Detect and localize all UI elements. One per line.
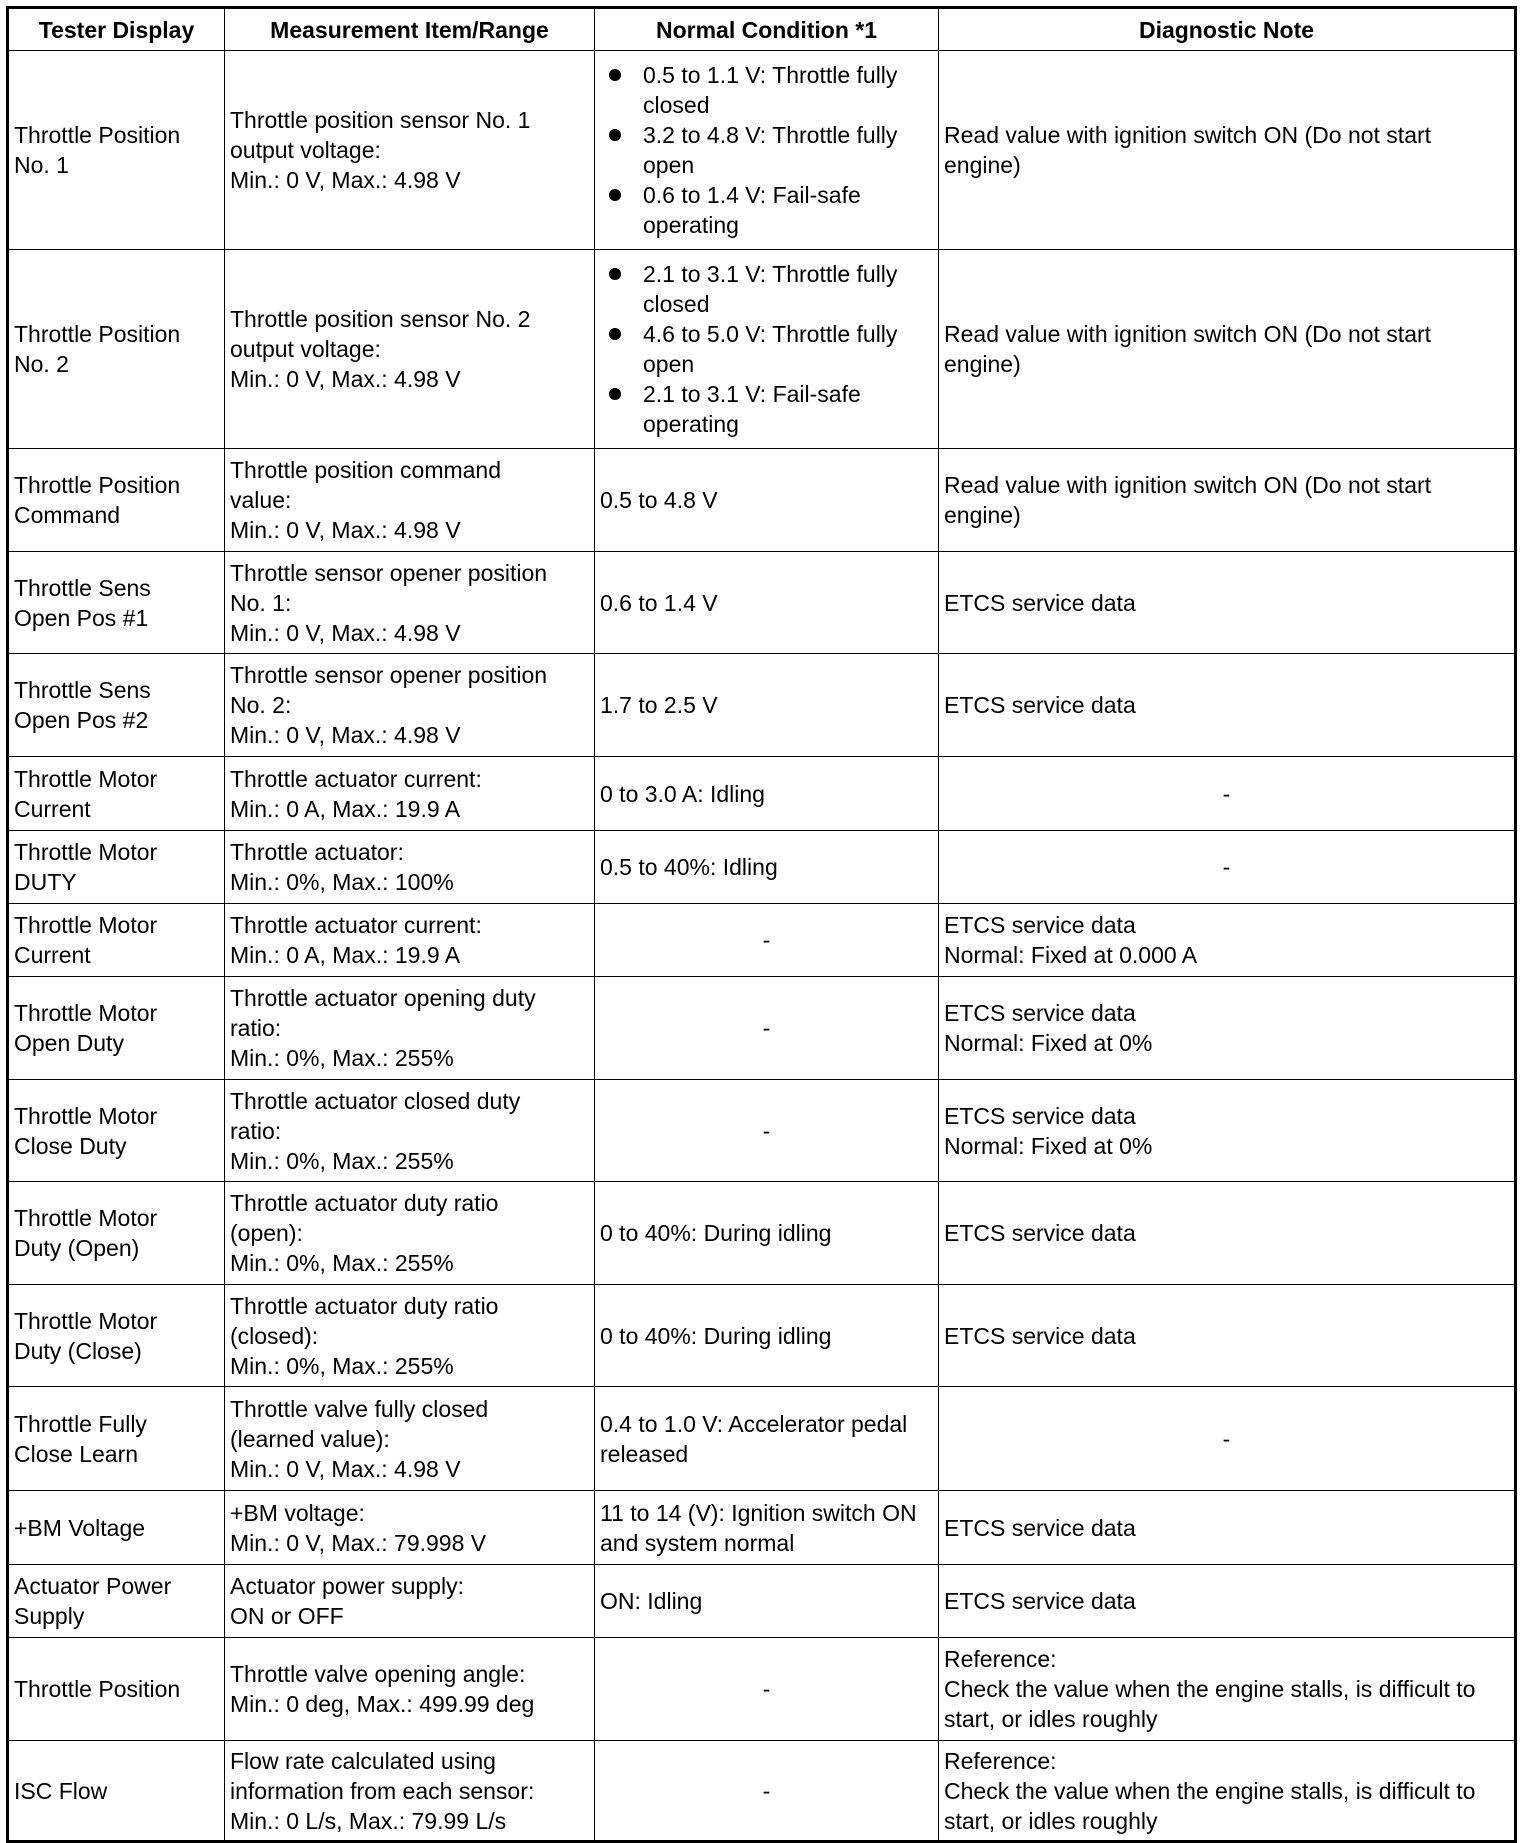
measurement-item-cell <box>225 831 595 904</box>
cell-line: Throttle actuator duty ratio <box>230 1292 499 1319</box>
table-row <box>8 1491 1516 1565</box>
normal-condition-cell: 1.7 to 2.5 V <box>595 654 939 757</box>
cell-line: Throttle Motor <box>14 1205 158 1231</box>
normal-condition-cell: 0 to 40%: During idling <box>595 1182 939 1285</box>
cell-line: Min.: 0 V, Max.: 4.98 V <box>230 1455 461 1482</box>
cell-line: Throttle actuator duty ratio <box>230 1190 499 1216</box>
cell-line: Min.: 0 A, Max.: 19.9 A <box>230 942 461 968</box>
condition-bullet-item: 3.2 to 4.8 V: Throttle fully open <box>643 120 933 180</box>
cell-line: Read value with ignition switch ON (Do not start engine) <box>944 472 1432 528</box>
cell-line: ratio: <box>230 1015 282 1041</box>
measurement-item-cell <box>225 1565 595 1638</box>
table-row <box>8 250 1516 449</box>
cell-line: Flow rate calculated using <box>230 1747 496 1774</box>
normal-condition-cell: 0 to 3.0 A: Idling <box>595 757 939 831</box>
diagnostic-note-cell <box>939 1741 1516 1842</box>
diagnostic-note-cell <box>939 250 1516 449</box>
table-row <box>8 449 1516 552</box>
measurement-item-cell <box>225 1638 595 1741</box>
header-diagnostic-note: Diagnostic Note <box>939 8 1516 51</box>
condition-list <box>595 60 933 240</box>
measurement-item-cell <box>225 250 595 449</box>
diagnostic-note-cell <box>939 1182 1516 1285</box>
diagnostic-note-cell <box>939 552 1516 654</box>
measurement-item-cell <box>225 654 595 757</box>
cell-line: Close Learn <box>14 1440 139 1467</box>
cell-line: Min.: 0 V, Max.: 4.98 V <box>230 517 461 543</box>
cell-line: Throttle actuator current: <box>230 912 482 938</box>
cell-line: output voltage: <box>230 137 381 163</box>
cell-line: (open): <box>230 1220 303 1246</box>
table-row <box>8 51 1516 250</box>
diagnostic-note-cell <box>939 1491 1516 1565</box>
cell-line: Throttle Position <box>14 1676 181 1702</box>
measurement-item-cell <box>225 1387 595 1491</box>
cell-line: ON or OFF <box>230 1603 344 1629</box>
cell-line: Normal: Fixed at 0% <box>944 1132 1153 1159</box>
cell-line: Throttle position sensor No. 2 <box>230 306 531 332</box>
cell-line: Min.: 0 L/s, Max.: 79.99 L/s <box>230 1807 507 1834</box>
cell-line: Throttle Motor <box>14 912 158 938</box>
cell-line: No. 2 <box>14 351 69 377</box>
diagnostic-note-cell <box>939 449 1516 552</box>
table-row <box>8 904 1516 977</box>
cell-line: Throttle Motor <box>14 765 158 792</box>
cell-line: Min.: 0%, Max.: 255% <box>230 1045 454 1071</box>
condition-bullet-item: 0.5 to 1.1 V: Throttle fully closed <box>643 60 933 120</box>
cell-line: ratio: <box>230 1117 282 1144</box>
cell-line: Min.: 0 V, Max.: 4.98 V <box>230 366 461 392</box>
cell-line: (learned value): <box>230 1425 390 1452</box>
cell-line: Current <box>14 942 91 968</box>
tester-display-cell <box>8 1080 225 1182</box>
header-measurement-item: Measurement Item/Range <box>225 8 595 51</box>
normal-condition-cell <box>595 250 939 449</box>
cell-line: Throttle Motor <box>14 839 158 865</box>
table-row <box>8 654 1516 757</box>
diagnostic-note-cell <box>939 977 1516 1080</box>
cell-line: Min.: 0%, Max.: 100% <box>230 869 454 895</box>
cell-line: Read value with ignition switch ON (Do not start engine) <box>944 321 1432 377</box>
condition-list <box>595 259 933 439</box>
cell-line: ETCS service data <box>944 1322 1136 1349</box>
cell-line: Min.: 0 V, Max.: 79.998 V <box>230 1529 487 1556</box>
normal-condition-cell: - <box>595 1080 939 1182</box>
cell-line: Min.: 0%, Max.: 255% <box>230 1147 454 1174</box>
cell-line: Min.: 0 V, Max.: 4.98 V <box>230 167 461 193</box>
cell-line: Command <box>14 502 121 528</box>
cell-line: Throttle actuator: <box>230 839 404 865</box>
table-row <box>8 757 1516 831</box>
cell-line: No. 1: <box>230 589 292 616</box>
measurement-item-cell <box>225 1741 595 1842</box>
tester-display-cell <box>8 552 225 654</box>
normal-condition-cell: - <box>595 904 939 977</box>
diagnostic-note-cell <box>939 51 1516 250</box>
cell-line: Throttle Motor <box>14 1102 158 1129</box>
cell-line: Check the value when the engine stalls, is difficult to start, or idles roughly <box>944 1676 1476 1732</box>
cell-line: Throttle Motor <box>14 1000 158 1026</box>
diagnostic-note-cell <box>939 1080 1516 1182</box>
cell-line: value: <box>230 487 292 513</box>
header-normal-condition: Normal Condition *1 <box>595 8 939 51</box>
cell-line: Open Duty <box>14 1030 124 1056</box>
condition-bullet-item: 2.1 to 3.1 V: Fail-safe operating <box>643 379 933 439</box>
cell-line: Actuator Power <box>14 1573 172 1599</box>
tester-display-cell <box>8 1387 225 1491</box>
measurement-item-cell <box>225 449 595 552</box>
diagnostic-note-cell: - <box>939 1387 1516 1491</box>
cell-line: Min.: 0 deg, Max.: 499.99 deg <box>230 1691 535 1717</box>
header-row <box>8 8 1516 51</box>
table-row <box>8 831 1516 904</box>
cell-line: ETCS service data <box>944 1000 1136 1026</box>
measurement-item-cell <box>225 1182 595 1285</box>
tester-display-cell <box>8 757 225 831</box>
cell-line: Min.: 0 A, Max.: 19.9 A <box>230 795 461 822</box>
tester-display-cell <box>8 51 225 250</box>
tester-display-cell <box>8 1741 225 1842</box>
header-tester-display: Tester Display <box>8 8 225 51</box>
cell-line: Reference: <box>944 1747 1057 1774</box>
normal-condition-cell: 0.5 to 4.8 V <box>595 449 939 552</box>
diagnostic-note-cell: - <box>939 757 1516 831</box>
cell-line: No. 2: <box>230 692 292 718</box>
cell-line: (closed): <box>230 1322 319 1349</box>
cell-line: Read value with ignition switch ON (Do not start engine) <box>944 122 1432 178</box>
cell-line: Throttle valve opening angle: <box>230 1661 526 1687</box>
cell-line: Open Pos #1 <box>14 604 149 631</box>
cell-line: Throttle Sens <box>14 574 151 601</box>
tester-display-cell <box>8 654 225 757</box>
cell-line: Check the value when the engine stalls, is difficult to start, or idles roughly <box>944 1777 1476 1834</box>
normal-condition-cell: - <box>595 977 939 1080</box>
normal-condition-cell: - <box>595 1741 939 1842</box>
cell-line: Throttle Motor <box>14 1307 158 1334</box>
table-row <box>8 977 1516 1080</box>
cell-line: Actuator power supply: <box>230 1573 464 1599</box>
measurement-item-cell <box>225 1080 595 1182</box>
cell-line: Throttle Position <box>14 321 181 347</box>
cell-line: ETCS service data <box>944 1102 1136 1129</box>
cell-line: Throttle actuator opening duty <box>230 985 536 1011</box>
diagnostic-note-cell <box>939 1285 1516 1387</box>
tester-display-cell <box>8 449 225 552</box>
normal-condition-cell: 0.6 to 1.4 V <box>595 552 939 654</box>
normal-condition-cell: 0 to 40%: During idling <box>595 1285 939 1387</box>
table-row <box>8 1080 1516 1182</box>
diagnostic-note-cell <box>939 904 1516 977</box>
table-row <box>8 1565 1516 1638</box>
cell-line: ETCS service data <box>944 1514 1136 1541</box>
tester-display-cell <box>8 831 225 904</box>
tester-display-cell <box>8 904 225 977</box>
cell-line: Throttle actuator closed duty <box>230 1087 521 1114</box>
table-row <box>8 1638 1516 1741</box>
cell-line: ETCS service data <box>944 692 1136 718</box>
diagnostic-note-cell: - <box>939 831 1516 904</box>
cell-line: ETCS service data <box>944 589 1136 616</box>
cell-line: Current <box>14 795 91 822</box>
diagnostic-note-cell <box>939 654 1516 757</box>
cell-line: Open Pos #2 <box>14 707 149 733</box>
measurement-item-cell <box>225 1285 595 1387</box>
cell-line: No. 1 <box>14 152 69 178</box>
cell-line: Throttle actuator current: <box>230 765 482 792</box>
diagnostic-note-cell <box>939 1638 1516 1741</box>
cell-line: Min.: 0 V, Max.: 4.98 V <box>230 722 461 748</box>
cell-line: Close Duty <box>14 1132 127 1159</box>
cell-line: Normal: Fixed at 0.000 A <box>944 942 1198 968</box>
data-list-table <box>6 6 1517 1843</box>
normal-condition-cell: ON: Idling <box>595 1565 939 1638</box>
cell-line: ETCS service data <box>944 1220 1136 1246</box>
tester-display-cell <box>8 1285 225 1387</box>
cell-line: Throttle Fully <box>14 1410 147 1437</box>
cell-line: Min.: 0 V, Max.: 4.98 V <box>230 619 461 646</box>
table-row <box>8 1182 1516 1285</box>
normal-condition-cell: 0.4 to 1.0 V: Accelerator pedal released <box>595 1387 939 1491</box>
measurement-item-cell <box>225 552 595 654</box>
cell-line: ETCS service data <box>944 1588 1136 1614</box>
cell-line: +BM voltage: <box>230 1499 365 1526</box>
tester-display-cell <box>8 1638 225 1741</box>
cell-line: Throttle sensor opener position <box>230 662 548 688</box>
cell-line: Throttle Position <box>14 122 181 148</box>
cell-line: Throttle valve fully closed <box>230 1395 489 1422</box>
cell-line: Supply <box>14 1603 85 1629</box>
tester-display-cell <box>8 250 225 449</box>
measurement-item-cell <box>225 757 595 831</box>
cell-line: Throttle Sens <box>14 677 151 703</box>
cell-line: Min.: 0%, Max.: 255% <box>230 1352 454 1379</box>
table-row <box>8 1285 1516 1387</box>
cell-line: output voltage: <box>230 336 381 362</box>
tester-display-cell <box>8 1565 225 1638</box>
cell-line: Throttle Position <box>14 472 181 498</box>
cell-line: Reference: <box>944 1646 1057 1672</box>
cell-line: ETCS service data <box>944 912 1136 938</box>
cell-line: ISC Flow <box>14 1777 108 1804</box>
cell-line: Throttle sensor opener position <box>230 559 548 586</box>
cell-line: Throttle position command <box>230 457 502 483</box>
table-row <box>8 1387 1516 1491</box>
diagnostic-note-cell <box>939 1565 1516 1638</box>
measurement-item-cell <box>225 1491 595 1565</box>
normal-condition-cell: 0.5 to 40%: Idling <box>595 831 939 904</box>
tester-display-cell <box>8 977 225 1080</box>
measurement-item-cell <box>225 51 595 250</box>
tester-display-cell <box>8 1491 225 1565</box>
cell-line: DUTY <box>14 869 77 895</box>
normal-condition-cell <box>595 51 939 250</box>
cell-line: information from each sensor: <box>230 1777 535 1804</box>
tester-display-cell <box>8 1182 225 1285</box>
cell-line: Throttle position sensor No. 1 <box>230 107 531 133</box>
condition-bullet-item: 2.1 to 3.1 V: Throttle fully closed <box>643 259 933 319</box>
table-row <box>8 552 1516 654</box>
condition-bullet-item: 4.6 to 5.0 V: Throttle fully open <box>643 319 933 379</box>
normal-condition-cell: - <box>595 1638 939 1741</box>
normal-condition-cell: 11 to 14 (V): Ignition switch ON and system normal <box>595 1491 939 1565</box>
table-row <box>8 1741 1516 1842</box>
cell-line: +BM Voltage <box>14 1514 146 1541</box>
cell-line: Normal: Fixed at 0% <box>944 1030 1153 1056</box>
measurement-item-cell <box>225 904 595 977</box>
cell-line: Min.: 0%, Max.: 255% <box>230 1250 454 1276</box>
cell-line: Duty (Close) <box>14 1337 142 1364</box>
condition-bullet-item: 0.6 to 1.4 V: Fail-safe operating <box>643 180 933 240</box>
measurement-item-cell <box>225 977 595 1080</box>
cell-line: Duty (Open) <box>14 1235 140 1261</box>
